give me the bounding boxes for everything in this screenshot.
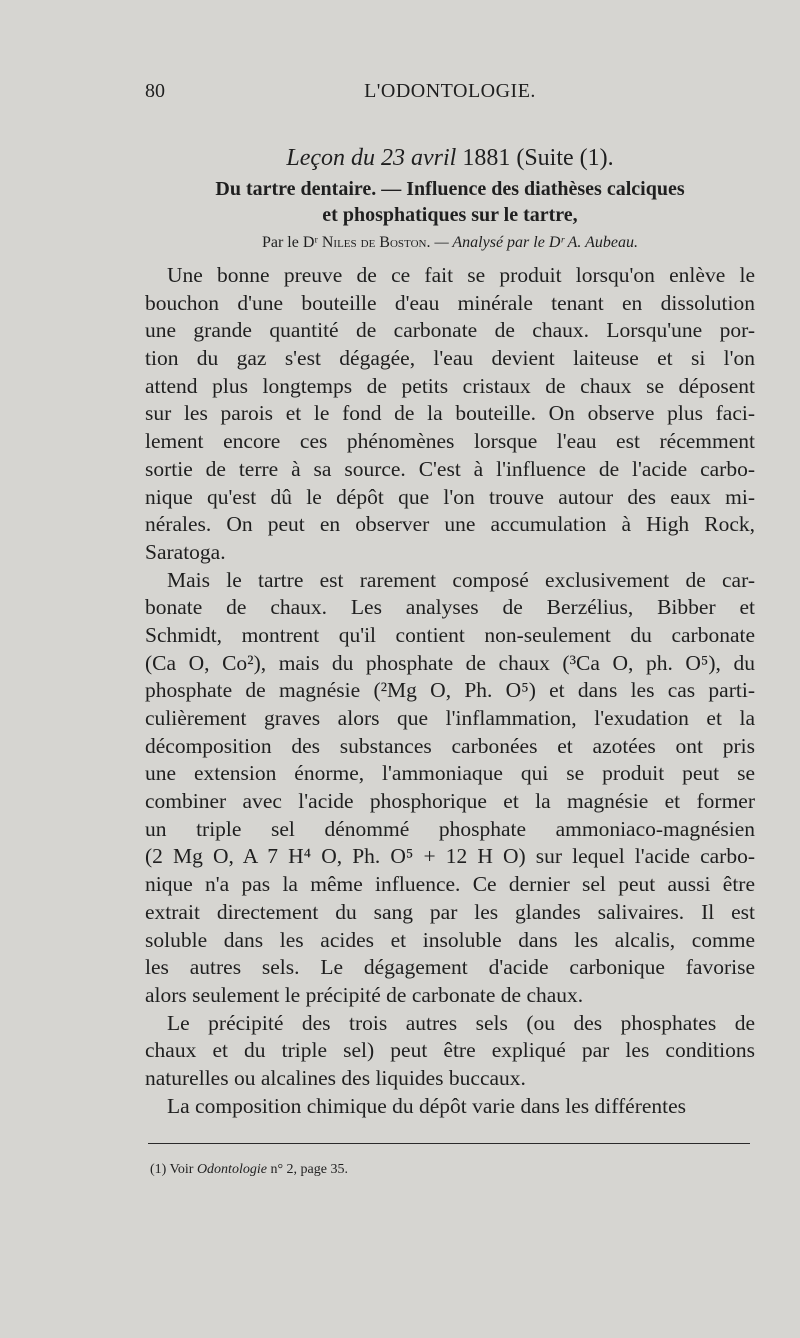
footnote-journal: Odontologie [196, 1162, 267, 1177]
lesson-suffix: (Suite (1). [516, 145, 614, 171]
body-line: bouchon d'une bouteille d'eau minérale tenant en dissolution [145, 290, 755, 315]
footnote-divider [148, 1143, 750, 1144]
body-line: un triple sel dénommé phosphate ammoniaco-magnésien [145, 816, 755, 841]
body-line: (2 Mg O, A 7 H⁴ O, Ph. O⁵ + 12 H O) sur lequel l'acide carbo- [145, 844, 755, 869]
lesson-title [145, 145, 755, 172]
body-line: phosphate de magnésie (²Mg O, Ph. O⁵) et dans les cas parti- [145, 678, 755, 703]
body-line: Une bonne preuve de ce fait se produit lorsqu'on enlève le [167, 263, 755, 287]
body-line: combiner avec l'acide phosphorique et la magnésie et former [145, 789, 755, 814]
body-line: culièrement graves alors que l'inflammation, l'exudation et la [145, 706, 755, 730]
body-text [145, 262, 755, 1120]
body-line: décomposition des substances carbonées et azotées ont pris [145, 733, 755, 758]
page-header [145, 80, 755, 110]
article-title-line-2: et phosphatiques sur le tartre, [322, 204, 578, 226]
body-line: nique n'a pas la même influence. Ce dernier sel peut aussi être [145, 872, 755, 897]
body-line: les autres sels. Le dégagement d'acide carbonique favorise [145, 955, 755, 980]
lesson-prefix: Leçon du [286, 145, 375, 171]
body-line: lement encore ces phénomènes lorsque l'eau est récemment [145, 429, 755, 454]
body-line: attend plus longtemps de petits cristaux de chaux se déposent [145, 373, 755, 398]
body-line: une extension énorme, l'ammoniaque qui se produit peut se [145, 761, 755, 786]
page-number: 80 [145, 80, 165, 102]
lesson-year: 1881 [462, 145, 511, 171]
body-line: nique qu'est dû le dépôt que l'on trouve autour des eaux mi- [145, 484, 755, 509]
body-line: Mais le tartre est rarement composé exclusivement de car- [167, 567, 755, 592]
body-line: bonate de chaux. Les analyses de Berzélius, Bibber et [145, 595, 755, 620]
body-line: une grande quantité de carbonate de chaux. Lorsqu'une por- [145, 318, 755, 343]
body-line: nérales. On peut en observer une accumulation à High Rock, [145, 512, 755, 537]
body-line: soluble dans les acides et insoluble dans les alcalis, comme [145, 927, 755, 952]
footnote [150, 1162, 348, 1178]
body-line: sortie de terre à sa source. C'est à l'influence de l'acide carbo- [145, 456, 755, 481]
body-line: Schmidt, montrent qu'il contient non-seulement du carbonate [145, 622, 755, 647]
footnote-ref: n° 2, page 35. [270, 1162, 348, 1177]
lesson-date: 23 avril [381, 145, 457, 171]
footnote-prefix: (1) Voir [150, 1162, 194, 1177]
body-line: La composition chimique du dépôt varie dans les différentes [167, 1093, 687, 1118]
byline-author: Niles de Boston. [321, 234, 431, 251]
body-line: naturelles ou alcalines des liquides buccaux. [145, 1065, 526, 1090]
body-line: Le précipité des trois autres sels (ou des phosphates de [167, 1010, 755, 1035]
byline-analysed: — Analysé par le Dʳ A. Aubeau. [434, 234, 639, 251]
body-line: Saratoga. [145, 539, 226, 564]
body-line: alors seulement le précipité de carbonate de chaux. [145, 982, 584, 1007]
body-line: chaux et du triple sel) peut être expliqué par les conditions [145, 1038, 755, 1063]
article-title [145, 176, 755, 228]
body-line: sur les parois et le fond de la bouteille. On observe plus faci- [145, 401, 755, 426]
body-line: tion du gaz s'est dégagée, l'eau devient laiteuse et si l'on [145, 346, 755, 371]
body-line: (Ca O, Co²), mais du phosphate de chaux (³Ca O, ph. O⁵), du [145, 650, 755, 675]
running-title: L'ODONTOLOGIE. [364, 80, 536, 102]
article-title-line-1: Du tartre dentaire. — Influence des diathèses calciques [215, 178, 685, 200]
body-line: extrait directement du sang par les glandes salivaires. Il est [145, 899, 755, 924]
byline [145, 234, 755, 252]
byline-prefix: Par le Dʳ [261, 234, 318, 251]
